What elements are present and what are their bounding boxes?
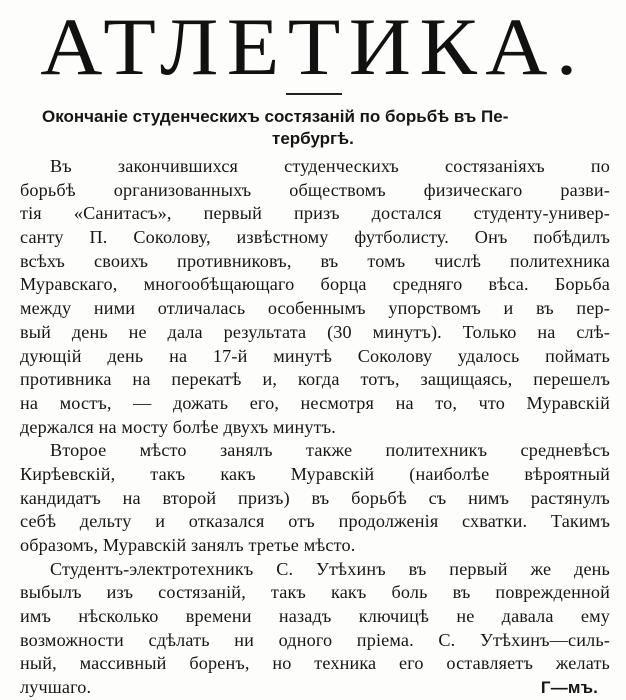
paragraph-1-line: вый день не дала результата (30 минутъ). Только на слѣ- [20, 321, 610, 342]
paragraph-1-line: Муравскаго, многообѣщающаго борца средняго вѣса. Борьба [20, 274, 610, 295]
paragraph-2-line: себѣ дельту и отказался отъ продолженія схватки. Такимъ [20, 511, 610, 532]
article-headline-line-2: тербургѣ. [272, 129, 354, 148]
paragraph-1-line: держался на мосту болѣе двухъ минутъ. [20, 416, 336, 437]
author-signature: Г—мъ. [540, 678, 598, 698]
paragraph-3-line: выбылъ изъ состязаній, такъ какъ боль въ поврежденной [20, 582, 610, 603]
paragraph-2-line: Второе мѣсто занялъ также политехникъ средневѣсъ [50, 440, 610, 461]
paragraph-2-line: образомъ, Муравскій занялъ третье мѣсто. [20, 535, 356, 555]
paragraph-1-line: Въ закончившихся студенческихъ состязаніяхъ по [50, 156, 610, 176]
paragraph-3-line: Студентъ-электротехникъ С. Утѣхинъ въ первый же день [50, 558, 610, 579]
title-divider [286, 93, 342, 95]
paragraph-1-line: всѣхъ своихъ противниковъ, въ томъ числѣ политехника [20, 250, 610, 271]
paragraph-1-line: борьбѣ организованныхъ обществомъ физическаго разви- [20, 179, 610, 200]
article-headline-line-1: Окончаніе студенческихъ состязаній по борьбѣ въ Пе- [42, 107, 509, 126]
article-body [20, 155, 610, 700]
paragraph-1-line: санту П. Соколову, извѣстному футболисту. Онъ побѣдилъ [20, 227, 610, 248]
paragraph-1-line: тія «Санитасъ», первый призъ достался студенту-универ- [20, 203, 610, 224]
paragraph-2-line: Кирѣевскій, такъ какъ Муравскій (наиболѣе вѣроятный [20, 463, 610, 484]
paragraph-3-line: имъ нѣсколько времени назадъ ключицѣ не давала ему [20, 606, 610, 627]
paragraph-3-line: возможности сдѣлать ни одного пріема. С. Утѣхинъ—силь- [20, 629, 610, 650]
paragraph-1-line: противника на перекатѣ и, когда тотъ, защищаясь, перешелъ [20, 369, 610, 390]
paragraph-1-line: между ними отличалась особеннымъ упорствомъ и въ пер- [20, 298, 610, 319]
paragraph-3-line: ный, массивный боренъ, но техника его оставляетъ желать [20, 653, 610, 674]
paragraph-1-line: дующій день на 17-й минутѣ Соколову удалось поймать [20, 345, 610, 366]
paragraph-2-line: кандидатъ на второй призъ) въ борьбѣ съ нимъ растянулъ [20, 487, 610, 508]
paragraph-3-last-line-row [20, 676, 610, 700]
paragraph-1-line: на мостъ, — дожать его, несмотря на то, что Муравскій [20, 392, 610, 413]
paragraph-3-line: лучшаго. [20, 677, 92, 698]
section-title: АТЛЕТИКА. [40, 1, 586, 92]
